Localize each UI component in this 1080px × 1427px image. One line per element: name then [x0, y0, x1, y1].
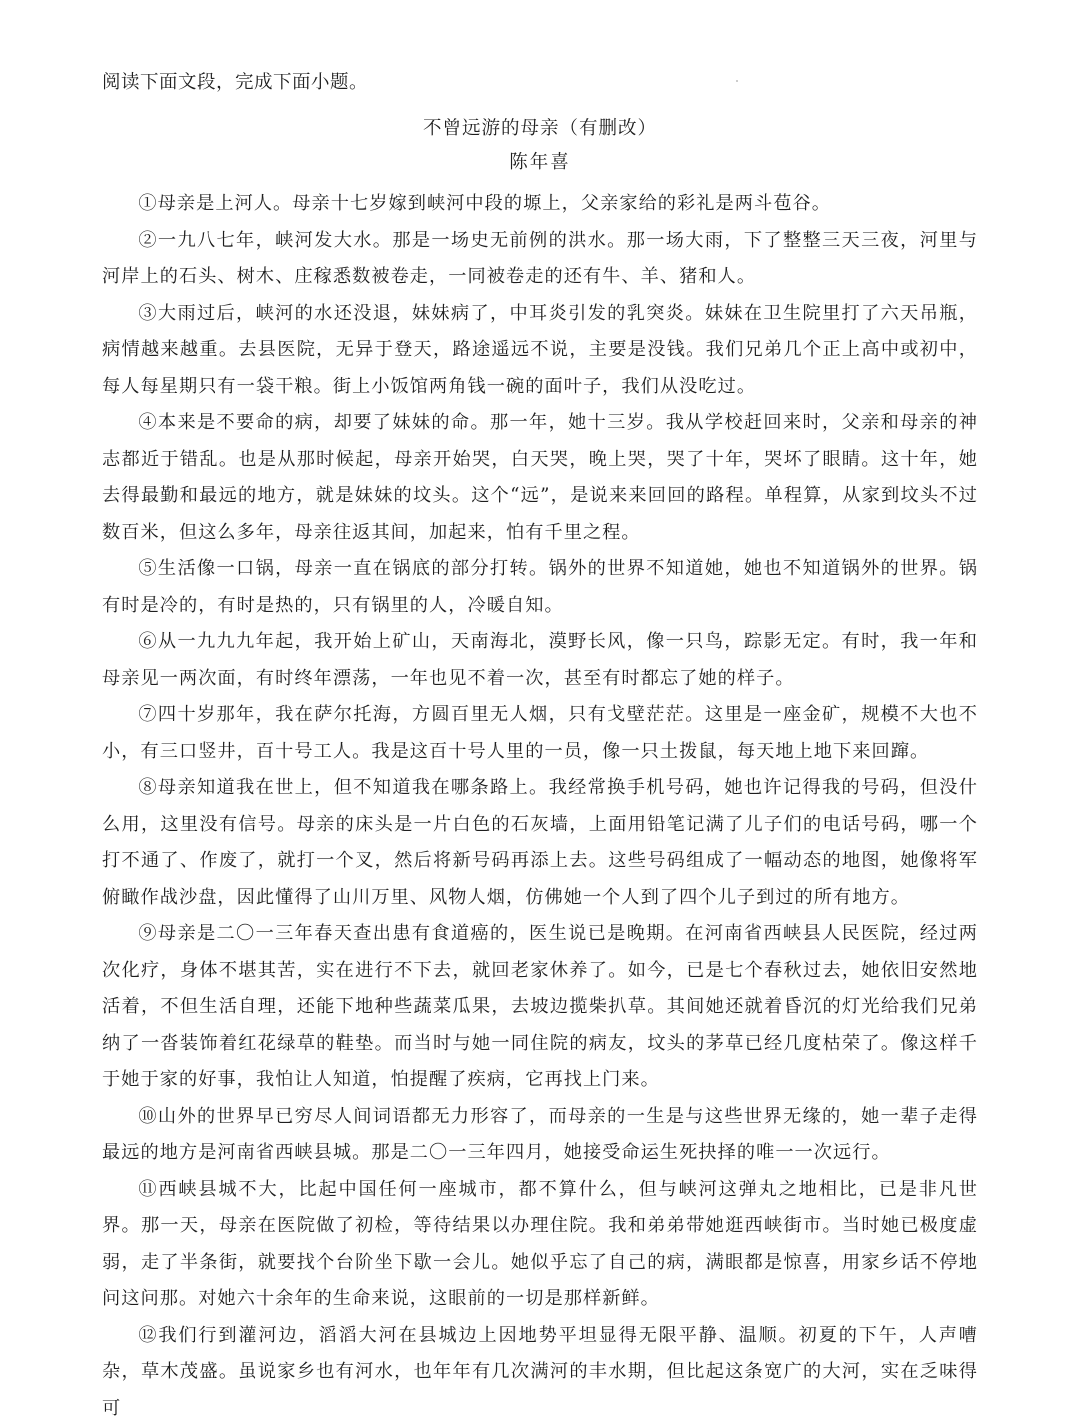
paragraph-9: ⑨母亲是二〇一三年春天查出患有食道癌的，医生说已是晚期。在河南省西峡县人民医院，经过两次化疗，身体不堪其苦，实在进行不下去，就回老家休养了。如今，已是七个春秋过去，她依旧安然地活着，不但生活自理，还能下地种些蔬菜瓜果，去坡边揽柴扒草。其间她还就着昏沉的灯光给我们兄弟纳了一沓装饰着红花绿草的鞋垫。而当时与她一同住院的病友，坟头的茅草已经几度枯荣了。像这样千于她于家的好事，我怕让人知道，怕提醒了疾病，它再找上门来。 — [102, 923, 978, 1090]
paragraph-8: ⑧母亲知道我在世上，但不知道我在哪条路上。我经常换手机号码，她也许记得我的号码，但没什么用，这里没有信号。母亲的床头是一片白色的石灰墙，上面用铅笔记满了儿子们的电话号码，哪一个打不通了、作废了，就打一个叉，然后将新号码再添上去。这些号码组成了一幅动态的地图，她像将军俯瞰作战沙盘，因此懂得了山川万里、风物人烟，仿佛她一个人到了四个儿子到过的所有地方。 — [102, 777, 978, 908]
paragraph-6: ⑥从一九九九年起，我开始上矿山，天南海北，漠野长风，像一只鸟，踪影无定。有时，我一年和母亲见一两次面，有时终年漂荡，一年也见不着一次，甚至有时都忘了她的样子。 — [102, 631, 978, 689]
paragraph-7: ⑦四十岁那年，我在萨尔托海，方圆百里无人烟，只有戈壁茫茫。这里是一座金矿，规模不大也不小，有三口竖井，百十号工人。我是这百十号人里的一员，像一只土拨鼠，每天地上地下来回蹿。 — [102, 704, 978, 762]
article-body — [102, 186, 978, 1427]
paragraph-5: ⑤生活像一口锅，母亲一直在锅底的部分打转。锅外的世界不知道她，她也不知道锅外的世界。锅有时是冷的，有时是热的，只有锅里的人，冷暖自知。 — [102, 558, 978, 616]
article-author: 陈年喜 — [509, 152, 571, 173]
paragraph-11: ⑪西峡县城不大，比起中国任何一座城市，都不算什么，但与峡河这弹丸之地相比，已是非凡世界。那一天，母亲在医院做了初检，等待结果以办理住院。我和弟弟带她逛西峡街市。当时她已极度虚弱，走了半条街，就要找个台阶坐下歇一会儿。她似乎忘了自己的病，满眼都是惊喜，用家乡话不停地问这问那。对她六十余年的生命来说，这眼前的一切是那样新鲜。 — [102, 1178, 978, 1309]
article-title: 不曾远游的母亲（有删改） — [422, 118, 657, 139]
paragraph-3: ③大雨过后，峡河的水还没退，妹妹病了，中耳炎引发的乳突炎。妹妹在卫生院里打了六天吊瓶，病情越来越重。去县医院，无异于登天，路途遥远不说，主要是没钱。我们兄弟几个正上高中或初中，每人每星期只有一袋干粮。街上小饭馆两角钱一碗的面叶子，我们从没吃过。 — [102, 302, 978, 397]
reading-instruction: 阅读下面文段，完成下面小题。 — [102, 72, 369, 93]
paragraph-4: ④本来是不要命的病，却要了妹妹的命。那一年，她十三岁。我从学校赶回来时，父亲和母亲的神志都近于错乱。也是从那时候起，母亲开始哭，白天哭，晚上哭，哭了十年，哭坏了眼睛。这十年，她去得最勤和最远的地方，就是妹妹的坟头。这个“远”，是说来来回回的路程。单程算，从家到坟头不过数百米，但这么多年，母亲往返其间，加起来，怕有千里之程。 — [102, 412, 978, 543]
paragraph-1: ①母亲是上河人。母亲十七岁嫁到峡河中段的塬上，父亲家给的彩礼是两斗苞谷。 — [138, 193, 831, 214]
scan-speck — [736, 80, 738, 82]
paragraph-12: ⑫我们行到灌河边，滔滔大河在县城边上因地势平坦显得无限平静、温顺。初夏的下午，人声嘈杂，草木茂盛。虽说家乡也有河水，也年年有几次满河的丰水期，但比起这条宽广的大河，实在乏味得可 — [102, 1324, 978, 1419]
paragraph-2: ②一九八七年，峡河发大水。那是一场史无前例的洪水。那一场大雨，下了整整三天三夜，河里与河岸上的石头、树木、庄稼悉数被卷走，一同被卷走的还有牛、羊、猪和人。 — [102, 229, 978, 287]
paragraph-10: ⑩山外的世界早已穷尽人间词语都无力形容了，而母亲的一生是与这些世界无缘的，她一辈子走得最远的地方是河南省西峡县城。那是二〇一三年四月，她接受命运生死抉择的唯一一次远行。 — [102, 1105, 978, 1163]
